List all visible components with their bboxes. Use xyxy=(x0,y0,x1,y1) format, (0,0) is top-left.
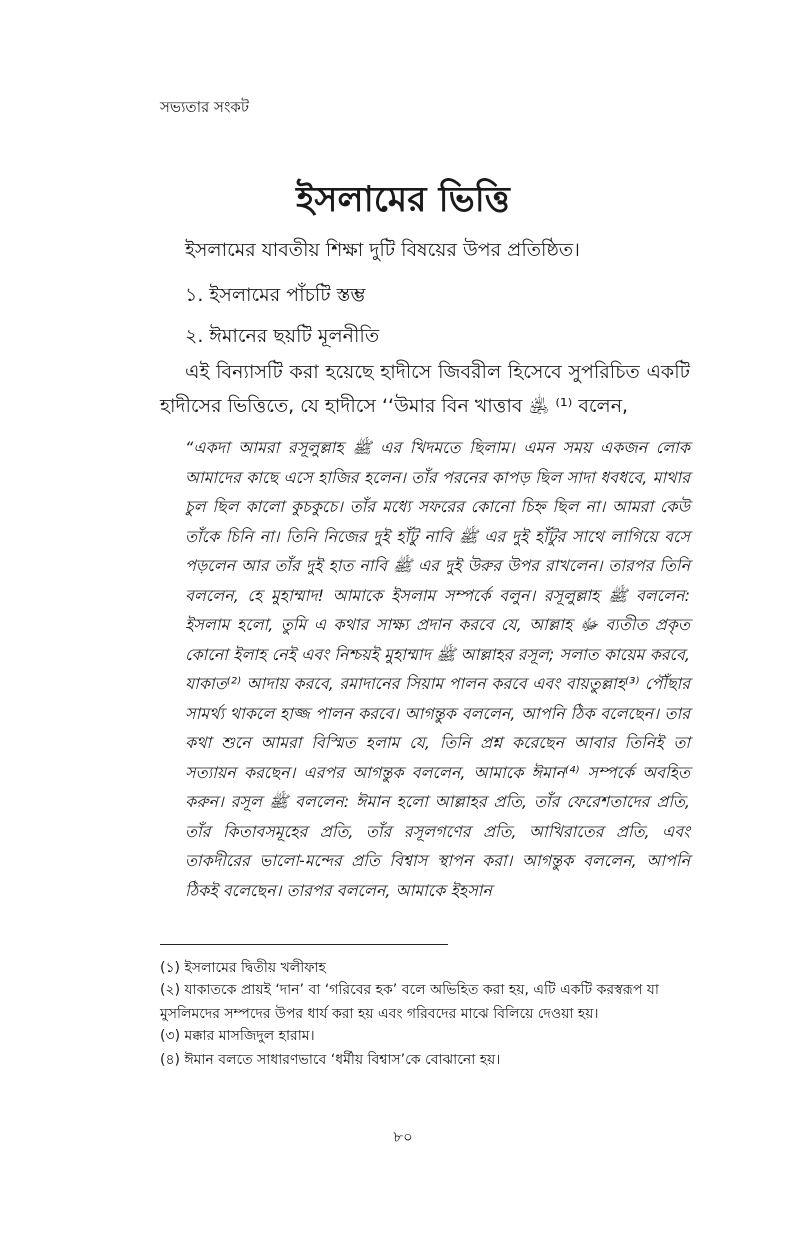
list-item-pillars: ১. ইসলামের পাঁচটি স্তম্ভ xyxy=(185,284,366,306)
list-item-faith: ২. ঈমানের ছয়টি মূলনীতি xyxy=(185,325,380,347)
footnote-4: (৪) ঈমান বলতে সাধারণভাবে ‘ধর্মীয় বিশ্বাস’কে বোঝানো হয়। xyxy=(160,1052,501,1068)
footnote-3: (৩) মক্কার মাসজিদুল হারাম। xyxy=(160,1028,315,1044)
chapter-title: ইসলামের ভিত্তি xyxy=(296,180,510,220)
lead-paragraph: এই বিন্যাসটি করা হয়েছে হাদীসে জিবরীল হিসেবে সুপরিচিত একটি হাদীসের ভিত্তিতে, যে হাদীসে ‘‘উমার বিন খাত্তাব ﵁ ⁽¹⁾ বলেন, xyxy=(160,361,690,417)
page-number: ৮০ xyxy=(393,1128,413,1146)
hadith-quote: “একদা আমরা রসূলুল্লাহ ﷺ এর খিদমতে ছিলাম। এমন সময় একজন লোক আমাদের কাছে এসে হাজির হলেন। তাঁর পরনের কাপড় ছিল সাদা ধবধবে, মাথার চুল ছিল কালো কুচকুচে। তাঁর মধ্যে সফরের কোনো চিহ্ন ছিল না। আমরা কেউ তাঁকে চিনি না। তিনি নিজের দুই হাঁটু নাবি ﷺ এর দুই হাঁটুর সাথে লাগিয়ে বসে পড়লেন আর তাঁর দুই হাত নাবি ﷺ এর দুই উরুর উপর রাখলেন। তারপর তিনি বললেন, হে মুহাম্মাদ! আমাকে ইসলাম সম্পর্কে বলুন। রসূলুল্লাহ ﷺ বললেন: ইসলাম হলো, তুমি এ কথার সাক্ষ্য প্রদান করবে যে, আল্লাহ ﷻ ব্যতীত প্রকৃত কোনো ইলাহ নেই এবং নিশ্চয়ই মুহাম্মাদ ﷺ আল্লাহর রসূল; সলাত কায়েম করবে, যাকাত⁽²⁾ আদায় করবে, রমাদানের সিয়াম পালন করবে এবং বায়তুল্লাহ⁽³⁾ পৌঁছার সামর্থ্য থাকলে হাজ্জ পালন করবে। আগন্তুক বললেন, আপনি ঠিক বলেছেন। তার কথা শুনে আমরা বিস্মিত হলাম যে, তিনি প্রশ্ন করেছেন আবার তিনিই তা সত্যায়ন করছেন। এরপর আগন্তুক বললেন, আমাকে ঈমান⁽⁴⁾ সম্পর্কে অবহিত করুন। রসূল ﷺ বললেন: ঈমান হলো আল্লাহর প্রতি, তাঁর ফেরেশতাদের প্রতি, তাঁর কিতাবসমূহের প্রতি, তাঁর রসূলগণের প্রতি, আখিরাতের প্রতি, এবং তাকদীরের ভালো-মন্দের প্রতি বিশ্বাস স্থাপন করা। আগন্তুক বললেন, আপনি ঠিকই বলেছেন। তারপর বললেন, আমাকে ইহসান xyxy=(185,438,691,900)
footnote-1: (১) ইসলামের দ্বিতীয় খলীফাহ xyxy=(160,960,326,976)
running-head: সভ্যতার সংকট xyxy=(160,98,250,116)
intro-sentence: ইসলামের যাবতীয় শিক্ষা দুটি বিষয়ের উপর প্রতিষ্ঠিত। xyxy=(185,239,580,261)
footnote-rule xyxy=(160,944,448,945)
footnote-2: (২) যাকাতকে প্রায়ই ‘দান’ বা ‘গরিবের হক’ বলে অভিহিত করা হয়, এটি একটি করস্বরূপ যা মুসলিমদের সম্পদের উপর ধার্য করা হয় এবং গরিবদের মাঝে বিলিয়ে দেওয়া হয়। xyxy=(160,982,659,1022)
